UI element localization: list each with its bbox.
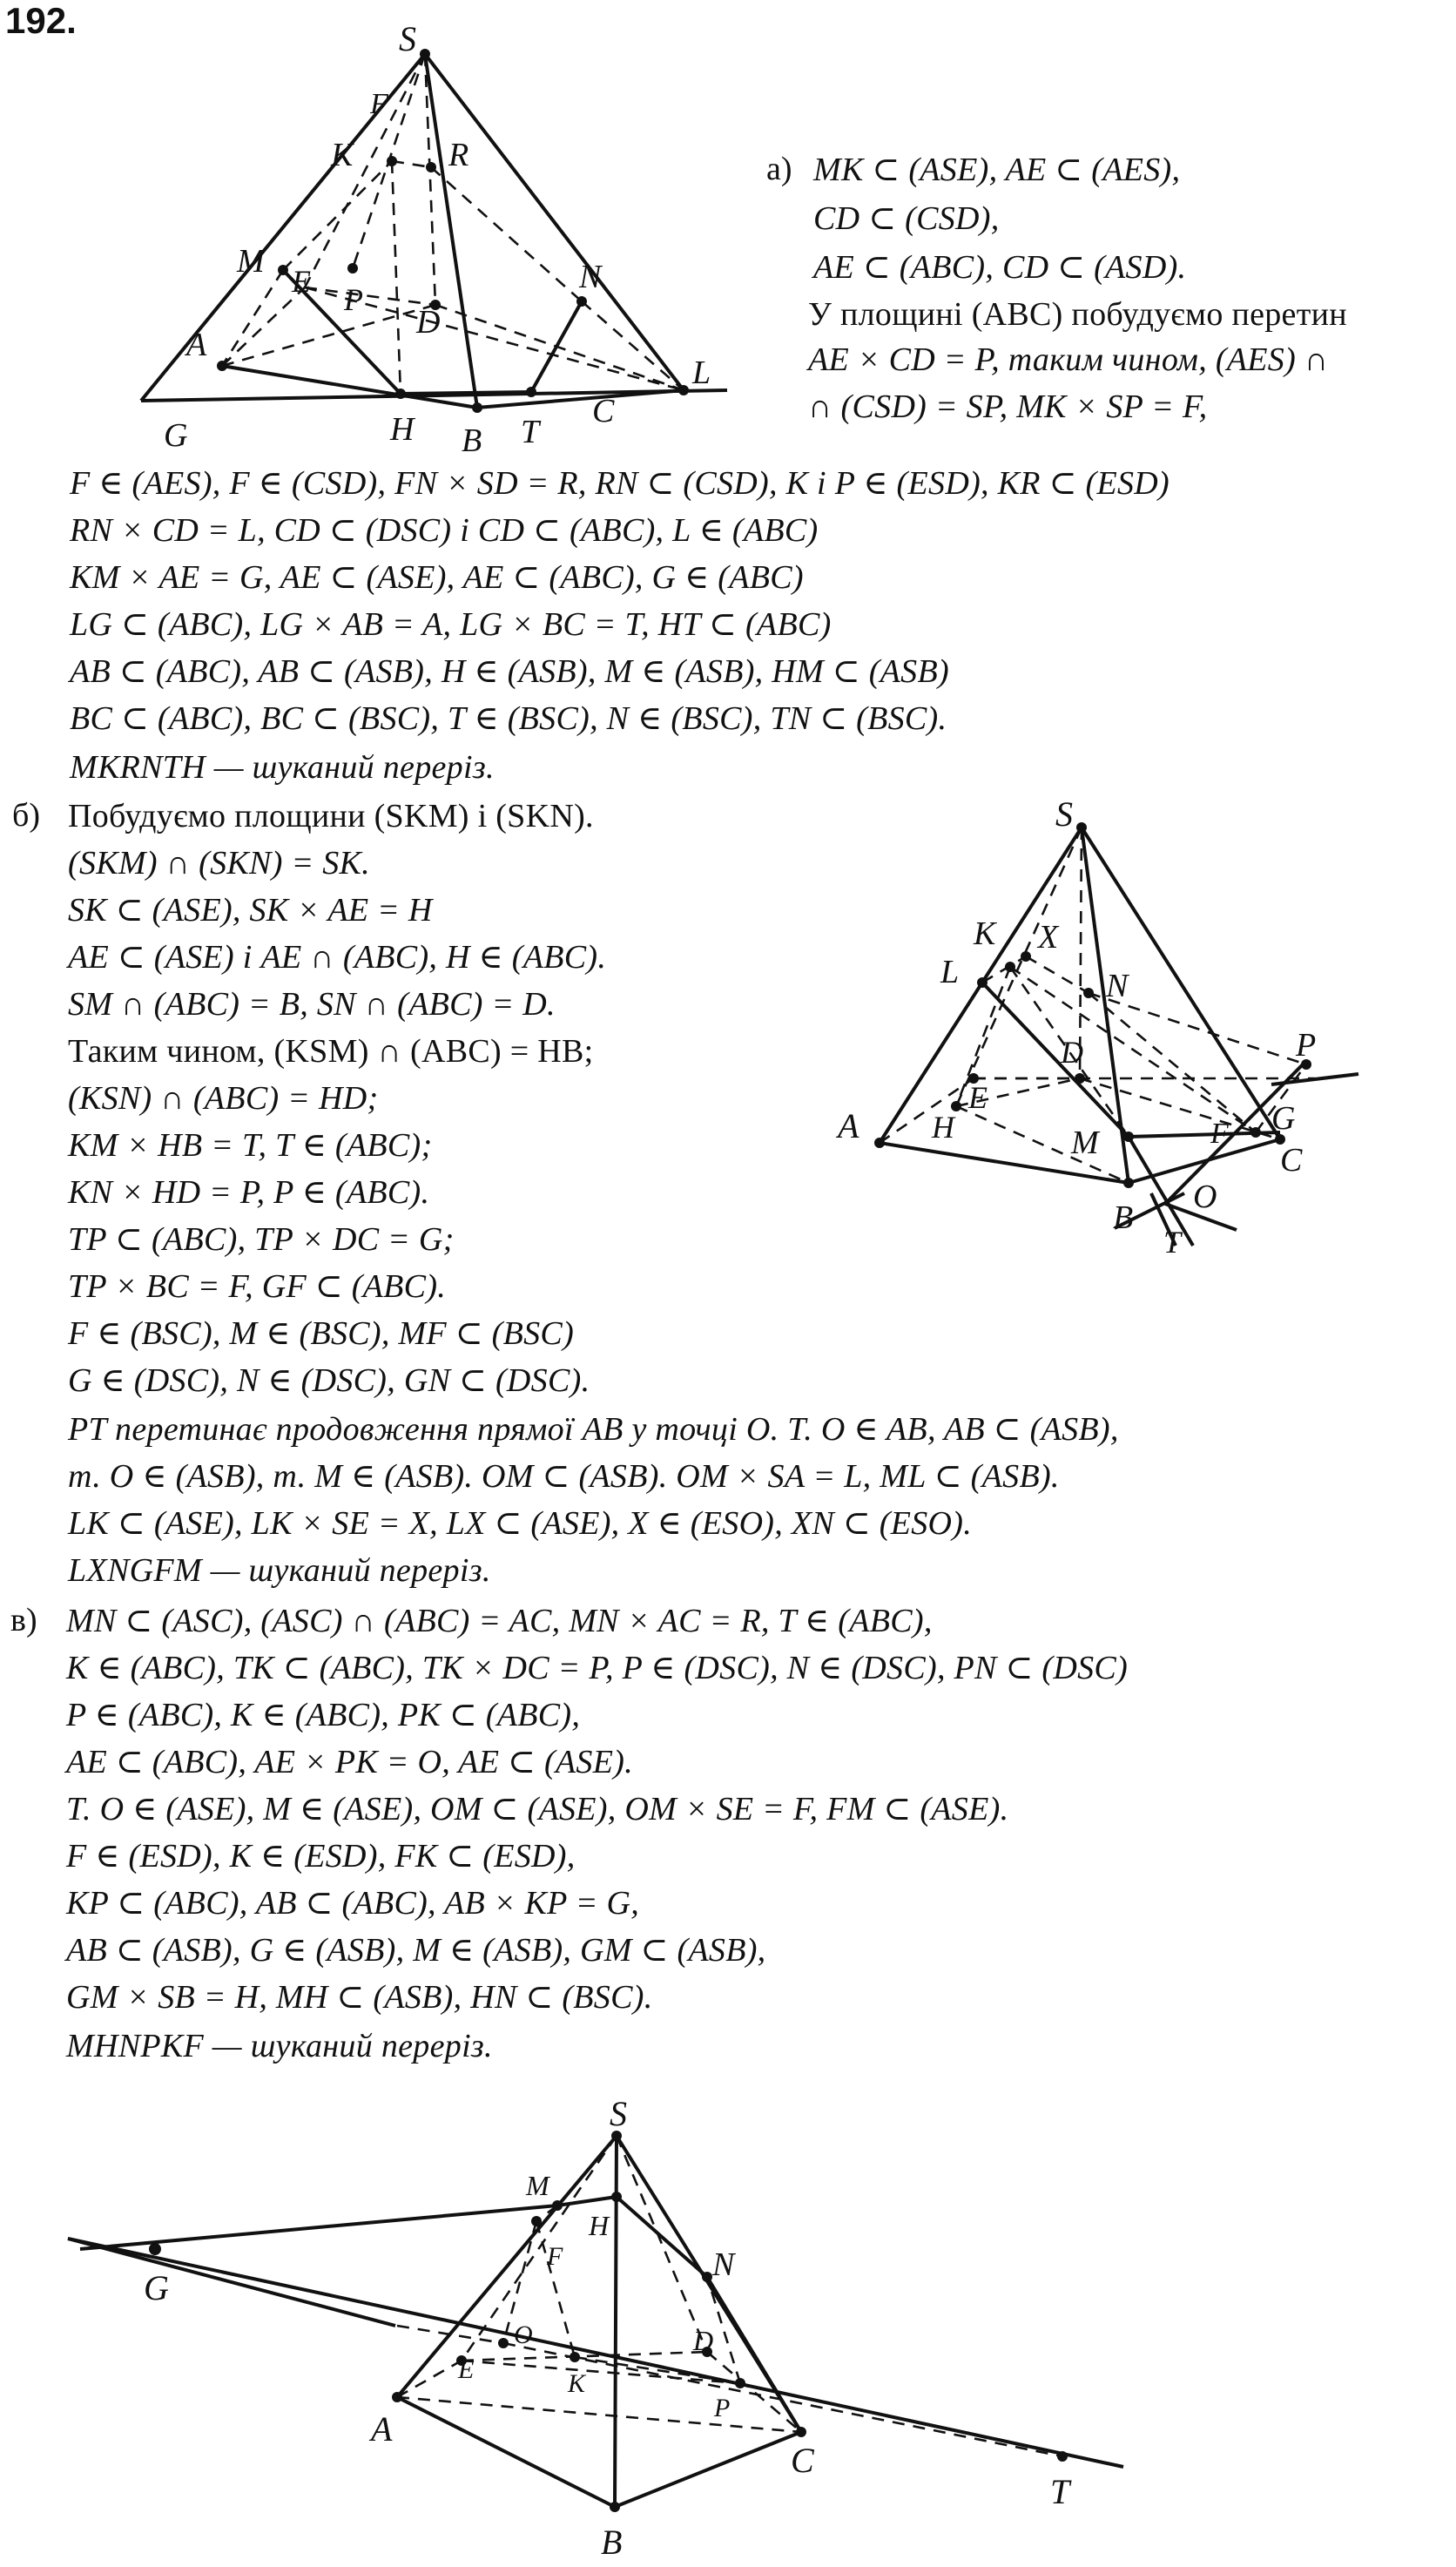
part-a-line: KM × AE = G, AE ⊂ (ASE), AE ⊂ (ABC), G ∈ (ABC): [70, 559, 804, 596]
label-H: H: [589, 2210, 610, 2241]
part-c-line: MN ⊂ (ASC), (ASC) ∩ (ABC) = AC, MN × AC = R, T ∈ (ABC),: [66, 1603, 933, 1639]
label-N: N: [712, 2246, 735, 2283]
label-C: C: [1280, 1142, 1303, 1179]
label-L: L: [692, 355, 711, 391]
label-L: L: [940, 954, 960, 990]
part-b-line: TP × BC = F, GF ⊂ (ABC).: [68, 1268, 447, 1305]
part-a-side-line: ∩ (CSD) = SP, MK × SP = F,: [808, 388, 1208, 425]
label-C: C: [791, 2441, 814, 2480]
part-a-side-line: MK ⊂ (ASE), AE ⊂ (AES),: [813, 152, 1181, 188]
part-b-line: PT перетинає продовження прямої AB у точці O. Т. O ∈ AB, AB ⊂ (ASB),: [68, 1411, 1119, 1448]
label-G: G: [144, 2268, 169, 2307]
label-H: H: [390, 411, 415, 448]
part-b-line: AE ⊂ (ASE) і AE ∩ (ABC), H ∈ (ABC).: [68, 939, 607, 976]
part-a-line: BC ⊂ (ABC), BC ⊂ (BSC), T ∈ (BSC), N ∈ (BSC), TN ⊂ (BSC).: [70, 700, 947, 737]
part-a-line: AB ⊂ (ABC), AB ⊂ (ASB), H ∈ (ASB), M ∈ (ASB), HM ⊂ (ASB): [70, 653, 949, 690]
label-N: N: [579, 259, 602, 295]
label-S: S: [399, 19, 416, 58]
label-N: N: [1106, 968, 1129, 1004]
label-D: D: [693, 2325, 714, 2356]
label-P: P: [344, 282, 363, 317]
part-a-marker: а): [766, 151, 792, 187]
part-a-line: F ∈ (AES), F ∈ (CSD), FN × SD = R, RN ⊂ (CSD), K і P ∈ (ESD), KR ⊂ (ESD): [70, 465, 1170, 502]
part-a-side-line: У площині (ABC) побудуємо перетин: [808, 296, 1347, 333]
part-b-line: Побудуємо площини (SKM) і (SKN).: [68, 798, 594, 834]
label-A: A: [186, 327, 207, 363]
label-P: P: [1296, 1027, 1317, 1064]
part-b-line: (SKM) ∩ (SKN) = SK.: [68, 845, 370, 882]
part-b-line: LK ⊂ (ASE), LK × SE = X, LX ⊂ (ASE), X ∈ (ESO), XN ⊂ (ESO).: [68, 1505, 973, 1542]
part-b-line: TP ⊂ (ABC), TP × DC = G;: [68, 1221, 455, 1258]
part-a-line: RN × CD = L, CD ⊂ (DSC) і CD ⊂ (ABC), L ∈ (ABC): [70, 512, 819, 549]
problem-number: 192.: [5, 0, 77, 41]
label-T: T: [1163, 1225, 1182, 1260]
part-b-line: F ∈ (BSC), M ∈ (BSC), MF ⊂ (BSC): [68, 1315, 575, 1352]
label-B: B: [601, 2523, 623, 2562]
label-M: M: [526, 2170, 549, 2201]
label-A: A: [838, 1106, 859, 1145]
part-b-line: SK ⊂ (ASE), SK × AE = H: [68, 892, 433, 929]
part-c-marker: в): [10, 1602, 37, 1638]
part-b-line: KN × HD = P, P ∈ (ABC).: [68, 1174, 430, 1211]
part-c-line: Т. O ∈ (ASE), M ∈ (ASE), OM ⊂ (ASE), OM × SE = F, FM ⊂ (ASE).: [66, 1791, 1009, 1827]
figure-c-points: [149, 2131, 1068, 2512]
part-c-line: F ∈ (ESD), K ∈ (ESD), FK ⊂ (ESD),: [66, 1838, 576, 1875]
label-X: X: [1038, 919, 1059, 956]
part-c-line: P ∈ (ABC), K ∈ (ABC), PK ⊂ (ABC),: [66, 1697, 581, 1733]
part-a-side-line: AE ⊂ (ABC), CD ⊂ (ASD).: [813, 249, 1187, 286]
label-G: G: [1271, 1100, 1296, 1137]
label-H: H: [932, 1110, 954, 1145]
part-a-side-line: CD ⊂ (CSD),: [813, 200, 1000, 237]
part-b-line: SM ∩ (ABC) = B, SN ∩ (ABC) = D.: [68, 986, 556, 1023]
label-M: M: [237, 243, 265, 280]
part-a-line: MKRNTH — шуканий переріз.: [70, 749, 495, 786]
label-K: K: [974, 915, 996, 952]
label-S: S: [1055, 794, 1073, 834]
label-C: C: [592, 393, 615, 429]
label-O: O: [514, 2320, 533, 2349]
part-a-side-line: AE × CD = P, таким чином, (AES) ∩: [808, 341, 1329, 378]
label-S: S: [610, 2094, 627, 2133]
label-F: F: [547, 2242, 563, 2271]
label-D: D: [416, 304, 441, 341]
part-c-line: K ∈ (ABC), TK ⊂ (ABC), TK × DC = P, P ∈ (DSC), N ∈ (DSC), PN ⊂ (DSC): [66, 1650, 1129, 1686]
part-b-line: т. O ∈ (ASB), т. M ∈ (ASB). OM ⊂ (ASB). OM × SA = L, ML ⊂ (ASB).: [68, 1458, 1060, 1495]
part-b-line: (KSN) ∩ (ABC) = HD;: [68, 1080, 379, 1117]
label-T: T: [521, 414, 540, 450]
label-F: F: [1210, 1118, 1229, 1150]
label-M: M: [1071, 1125, 1099, 1161]
label-P: P: [714, 2394, 731, 2422]
figure-c-solid-edges: [68, 2136, 1123, 2507]
label-E: E: [458, 2355, 475, 2384]
part-c-line: AE ⊂ (ABC), AE × PK = O, AE ⊂ (ASE).: [66, 1744, 633, 1780]
label-D: D: [1061, 1035, 1083, 1070]
part-b-line: LXNGFM — шуканий переріз.: [68, 1552, 491, 1589]
part-a-line: LG ⊂ (ABC), LG × AB = A, LG × BC = T, HT ⊂ (ABC): [70, 606, 832, 643]
part-c-line: GM × SB = H, MH ⊂ (ASB), HN ⊂ (BSC).: [66, 1979, 653, 2016]
label-F: F: [370, 88, 388, 120]
label-A: A: [371, 2409, 393, 2449]
label-E: E: [968, 1080, 988, 1115]
label-B: B: [1113, 1199, 1134, 1236]
label-K: K: [331, 137, 354, 173]
label-K: K: [568, 2369, 586, 2398]
label-G: G: [164, 417, 188, 454]
part-c-line: AB ⊂ (ASB), G ∈ (ASB), M ∈ (ASB), GM ⊂ (ASB),: [66, 1932, 766, 1969]
part-b-line: KM × HB = T, T ∈ (ABC);: [68, 1127, 433, 1164]
label-O: O: [1193, 1179, 1217, 1215]
part-c-line: KP ⊂ (ABC), AB ⊂ (ABC), AB × KP = G,: [66, 1885, 640, 1922]
part-b-line: Таким чином, (KSM) ∩ (ABC) = HB;: [68, 1033, 594, 1070]
label-E: E: [292, 264, 311, 299]
part-c-line: MHNPKF — шуканий переріз.: [66, 2028, 493, 2064]
label-T: T: [1050, 2472, 1070, 2511]
part-b-marker: б): [12, 797, 40, 834]
label-R: R: [448, 137, 469, 173]
label-B: B: [462, 422, 482, 459]
part-b-line: G ∈ (DSC), N ∈ (DSC), GN ⊂ (DSC).: [68, 1362, 590, 1399]
